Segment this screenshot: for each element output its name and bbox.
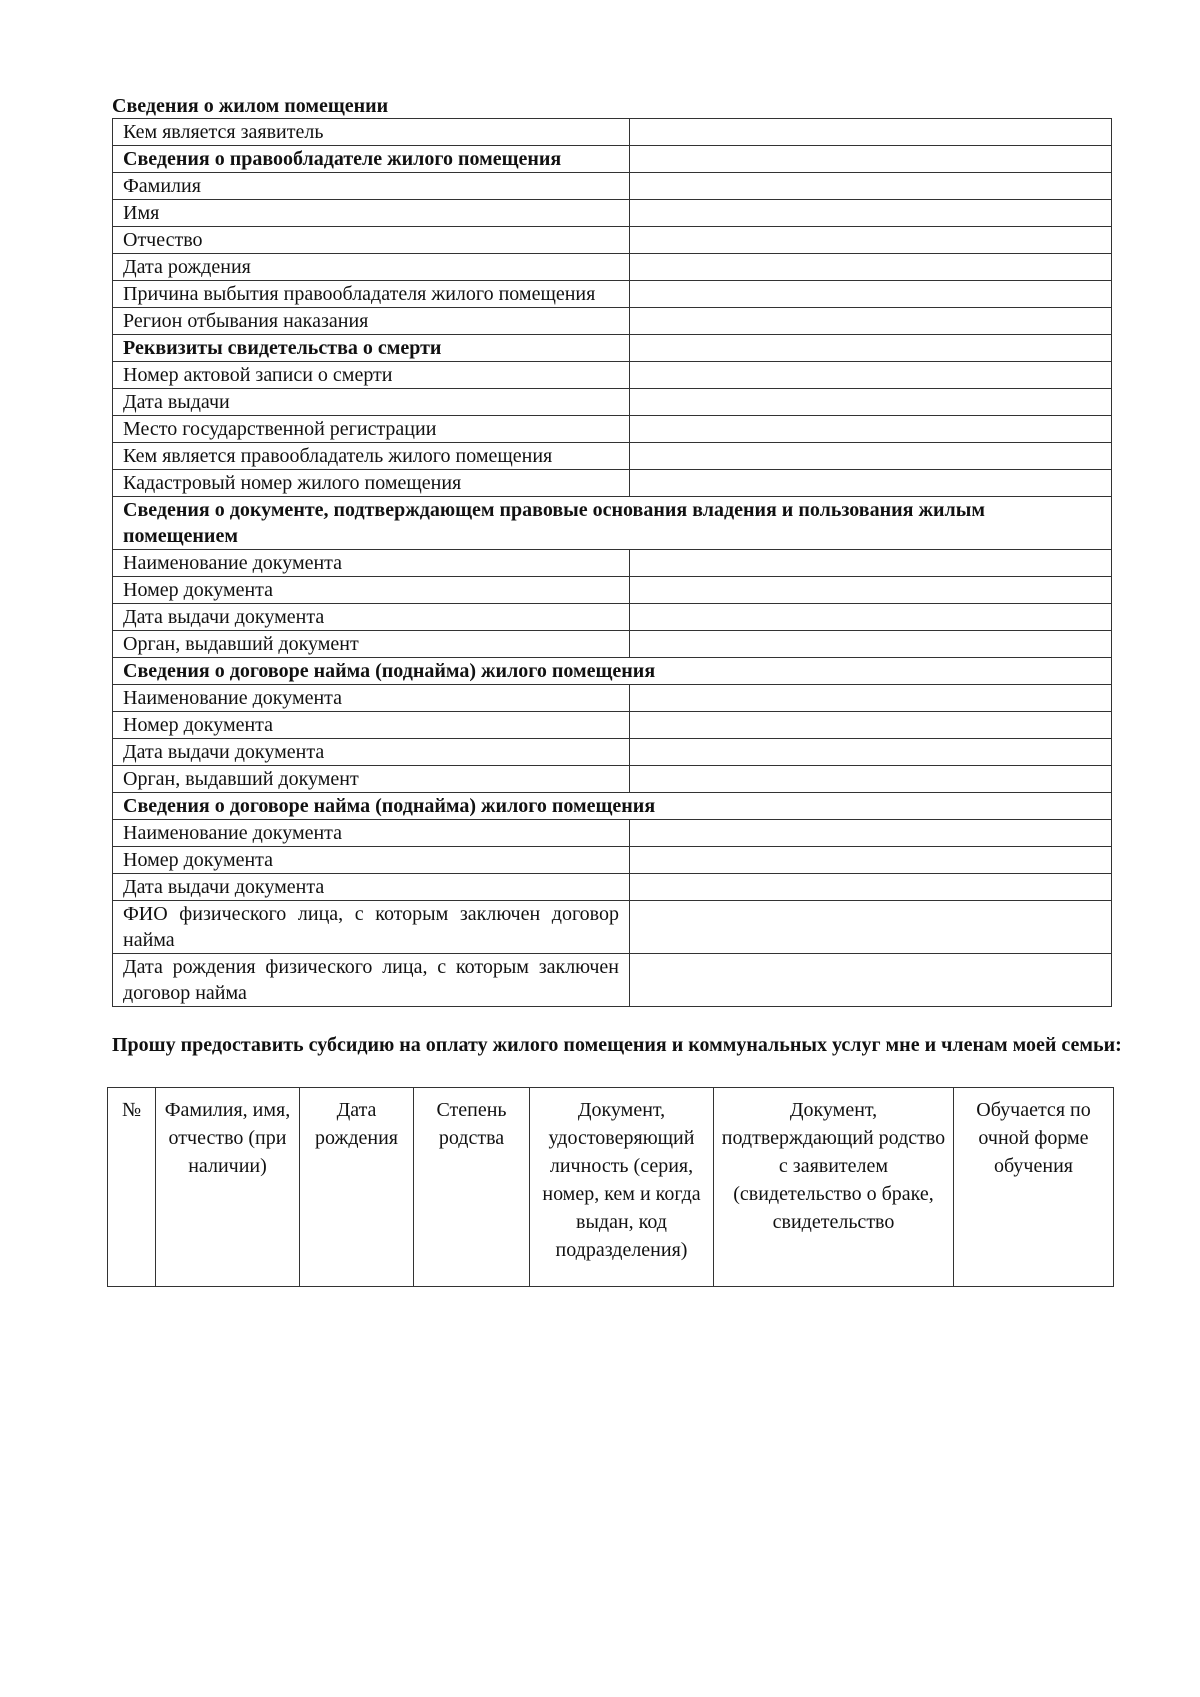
family-column-header: Дата рождения (300, 1088, 414, 1287)
info-row-label: Номер актовой записи о смерти (113, 362, 630, 389)
info-row-label: Номер документа (113, 847, 630, 874)
family-column-header: Степень родства (414, 1088, 530, 1287)
info-row-label: Дата выдачи документа (113, 739, 630, 766)
info-row (113, 766, 1112, 793)
info-row-value-field[interactable] (630, 712, 1112, 739)
info-row (113, 443, 1112, 470)
info-row-value-field[interactable] (630, 119, 1112, 146)
info-row (113, 119, 1112, 146)
info-row (113, 389, 1112, 416)
info-row-label: Дата рождения (113, 254, 630, 281)
info-row-label: Орган, выдавший документ (113, 766, 630, 793)
info-section-heading: Сведения о договоре найма (поднайма) жилого помещения (113, 658, 1112, 685)
info-row (113, 335, 1112, 362)
info-row-label: Номер документа (113, 712, 630, 739)
info-row-value-field[interactable] (630, 685, 1112, 712)
info-row (113, 550, 1112, 577)
info-row-value-field[interactable] (630, 820, 1112, 847)
info-row-value-field[interactable] (630, 470, 1112, 497)
info-row-value-field[interactable] (630, 173, 1112, 200)
info-section-heading: Сведения о договоре найма (поднайма) жилого помещения (113, 793, 1112, 820)
info-row-value-field[interactable] (630, 954, 1112, 1007)
info-row-value-field[interactable] (630, 847, 1112, 874)
info-row-value-field[interactable] (630, 443, 1112, 470)
info-row (113, 416, 1112, 443)
info-row-label: Номер документа (113, 577, 630, 604)
info-row-label: Отчество (113, 227, 630, 254)
info-row (113, 658, 1112, 685)
info-row-value-field[interactable] (630, 901, 1112, 954)
family-members-table (107, 1087, 1114, 1287)
info-row (113, 173, 1112, 200)
info-row (113, 793, 1112, 820)
info-row-label: Дата рождения физического лица, с которым заключен договор найма (113, 954, 630, 1007)
info-row (113, 604, 1112, 631)
info-row-label: Причина выбытия правообладателя жилого помещения (113, 281, 630, 308)
housing-info-table (112, 118, 1112, 1007)
info-row-label: Кадастровый номер жилого помещения (113, 470, 630, 497)
info-row (113, 362, 1112, 389)
info-row (113, 820, 1112, 847)
info-row (113, 146, 1112, 173)
info-row-value-field[interactable] (630, 200, 1112, 227)
info-row (113, 281, 1112, 308)
info-row-value-field[interactable] (630, 227, 1112, 254)
info-row-label: Наименование документа (113, 550, 630, 577)
request-text: Прошу предоставить субсидию на оплату жилого помещения и коммунальных услуг мне и членам моей семьи: (112, 1034, 1122, 1056)
info-row (113, 497, 1112, 550)
family-column-header: Фамилия, имя, отчество (при наличии) (156, 1088, 300, 1287)
info-row-value-field[interactable] (630, 766, 1112, 793)
family-column-header: Документ, удостоверяющий личность (серия, номер, кем и когда выдан, код подразделения) (530, 1088, 714, 1287)
family-column-header: Обучается по очной форме обучения (954, 1088, 1114, 1287)
info-row-value-field[interactable] (630, 281, 1112, 308)
info-row (113, 254, 1112, 281)
info-row-value-field[interactable] (630, 874, 1112, 901)
info-row-value-field[interactable] (630, 362, 1112, 389)
info-row (113, 308, 1112, 335)
info-row-value-field[interactable] (630, 254, 1112, 281)
info-row (113, 901, 1112, 954)
info-row (113, 685, 1112, 712)
info-row (113, 739, 1112, 766)
info-row-value-field[interactable] (630, 631, 1112, 658)
info-row (113, 712, 1112, 739)
info-section-heading: Сведения о документе, подтверждающем правовые основания владения и пользования жилым помещением (113, 497, 1112, 550)
info-row-value-field[interactable] (630, 550, 1112, 577)
info-row-label: Регион отбывания наказания (113, 308, 630, 335)
info-row (113, 631, 1112, 658)
info-row-label: ФИО физического лица, с которым заключен договор найма (113, 901, 630, 954)
info-row-label: Фамилия (113, 173, 630, 200)
info-row-label: Наименование документа (113, 820, 630, 847)
info-row-value-field[interactable] (630, 146, 1112, 173)
info-row-value-field[interactable] (630, 335, 1112, 362)
info-row-value-field[interactable] (630, 389, 1112, 416)
info-row-value-field[interactable] (630, 739, 1112, 766)
info-row-label: Наименование документа (113, 685, 630, 712)
info-row-label: Сведения о правообладателе жилого помещения (113, 146, 630, 173)
info-row (113, 227, 1112, 254)
info-row-label: Место государственной регистрации (113, 416, 630, 443)
family-column-header: № (108, 1088, 156, 1287)
info-row-value-field[interactable] (630, 416, 1112, 443)
info-row-label: Кем является заявитель (113, 119, 630, 146)
info-row-label: Дата выдачи (113, 389, 630, 416)
document-page (112, 95, 1122, 1287)
family-table-header-row (108, 1088, 1114, 1287)
info-row-value-field[interactable] (630, 577, 1112, 604)
info-row-value-field[interactable] (630, 308, 1112, 335)
section-title: Сведения о жилом помещении (112, 95, 389, 117)
info-row (113, 200, 1112, 227)
info-row (113, 954, 1112, 1007)
info-row (113, 577, 1112, 604)
info-row (113, 847, 1112, 874)
info-row (113, 470, 1112, 497)
info-row-label: Имя (113, 200, 630, 227)
info-row-value-field[interactable] (630, 604, 1112, 631)
info-row-label: Дата выдачи документа (113, 604, 630, 631)
info-row-label: Реквизиты свидетельства о смерти (113, 335, 630, 362)
info-row-label: Кем является правообладатель жилого помещения (113, 443, 630, 470)
info-row-label: Дата выдачи документа (113, 874, 630, 901)
info-row-label: Орган, выдавший документ (113, 631, 630, 658)
family-column-header: Документ, подтверждающий родство с заявителем (свидетельство о браке, свидетельство (714, 1088, 954, 1287)
info-row (113, 874, 1112, 901)
